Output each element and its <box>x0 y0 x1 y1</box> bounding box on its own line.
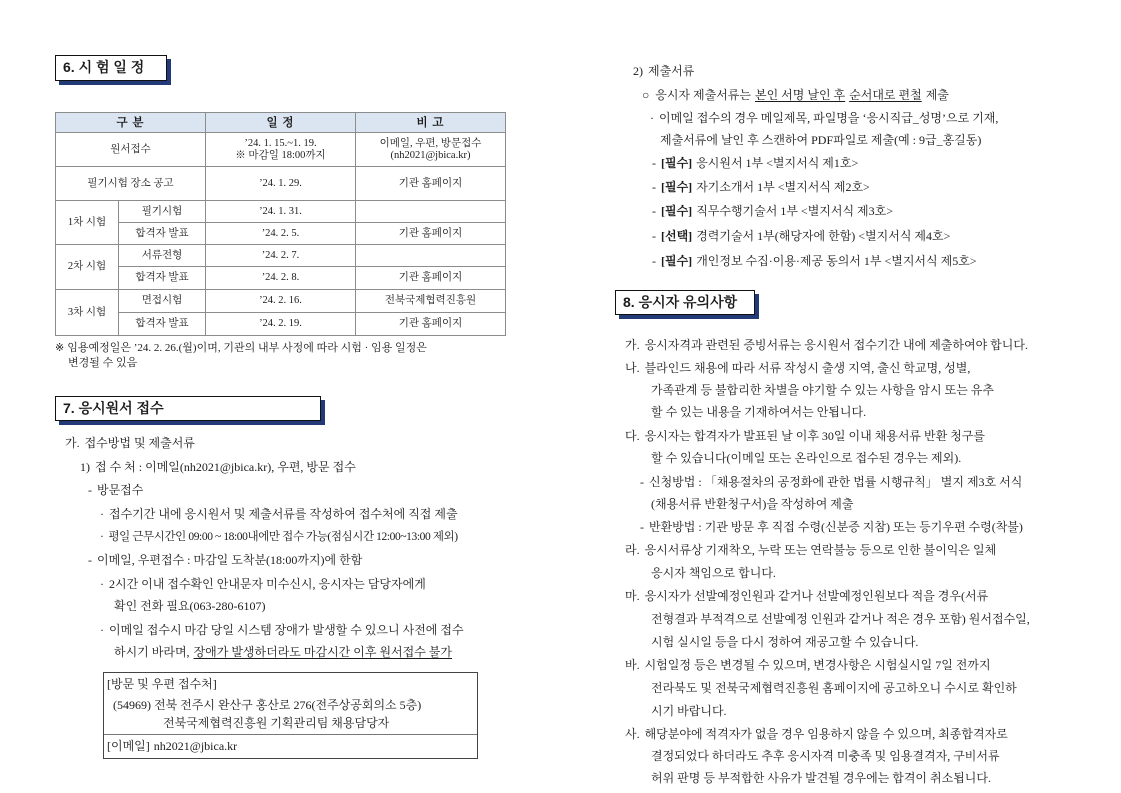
stage-name: 2차 시험 <box>56 245 119 290</box>
step-label: 합격자 발표 <box>119 313 206 336</box>
table-row <box>56 201 506 223</box>
email-address: nh2021@jbica.kr <box>153 739 238 753</box>
postal-address: (54969) 전북 전주시 완산구 홍산로 276(전주상공회의소 5층) <box>113 698 422 712</box>
bullet: · <box>100 623 104 637</box>
document-text: 응시원서 1부 <별지서식 제1호> <box>696 156 859 170</box>
table-row <box>56 290 506 313</box>
row-label: 원서접수 <box>56 133 206 167</box>
notice-item-continued: 가족관계 등 불합리한 차별을 야기할 수 있는 사항을 암시 또는 유추 <box>651 383 994 397</box>
item-marker: 마. <box>625 589 640 603</box>
required-document <box>652 203 893 219</box>
required-document <box>652 179 870 195</box>
section7-title: 7. 응시원서 접수 <box>55 396 321 421</box>
item-text: 시험일정 등은 변경될 수 있으며, 변경사항은 시험실시일 7일 전까지 <box>644 658 991 672</box>
notice-item <box>625 428 985 444</box>
row-schedule: ’24. 2. 19. <box>206 313 356 336</box>
item-text: 평일 근무시간인 09:00 ~ 18:00내에만 접수 가능(점심시간 12:00~13:00 제외) <box>108 531 458 543</box>
notice-item-continued: 응시자 책임으로 합니다. <box>651 566 776 580</box>
item-text: 이메일, 우편접수 : 마감일 도착분(18:00까지)에 한함 <box>97 553 363 567</box>
document-tag: [선택] <box>661 229 693 243</box>
item-marker: 2) <box>633 64 643 78</box>
item-text: 이메일 접수의 경우 메일제목, 파일명을 ‘응시직급_성명’으로 기재, <box>659 111 999 125</box>
item-marker: 라. <box>625 543 640 557</box>
table-row <box>56 245 506 267</box>
note-mark: ※ <box>55 342 65 354</box>
step-label: 필기시험 <box>119 201 206 223</box>
notice-item <box>625 588 988 604</box>
notice-item-continued: 허위 판명 등 부적합한 사유가 발견될 경우에는 합격이 취소됩니다. <box>651 771 991 785</box>
row-remark <box>356 245 506 267</box>
section8-title: 8. 응시자 유의사항 <box>615 290 755 315</box>
remark-methods: 이메일, 우편, 방문접수 <box>379 137 482 149</box>
step-label: 합격자 발표 <box>119 223 206 245</box>
notice-subitem <box>640 519 1023 535</box>
row-remark: 전북국제협력진흥원 <box>356 290 506 313</box>
header-category: 구 분 <box>56 113 206 133</box>
underlined-warning: 장애가 발생하더라도 마감시간 이후 원서접수 불가 <box>193 645 452 659</box>
bullet: · <box>100 531 104 543</box>
row-remark: 기관 홈페이지 <box>356 167 506 201</box>
item-text: 접수방법 및 제출서류 <box>84 436 195 450</box>
table-row <box>56 167 506 201</box>
notice-item <box>625 657 991 673</box>
step-label: 합격자 발표 <box>119 267 206 290</box>
stage-name: 1차 시험 <box>56 201 119 245</box>
required-document <box>652 253 977 269</box>
table-row <box>56 313 506 336</box>
item-text: 응시자격과 관련된 증빙서류는 응시원서 접수기간 내에 제출하여야 합니다. <box>644 338 1028 352</box>
bullet: - <box>652 156 656 170</box>
recipient: 전북국제협력진흥원 기획관리팀 채용담당자 <box>163 716 390 730</box>
visit-point <box>100 529 458 545</box>
notice-item-continued: 시기 바랍니다. <box>651 704 727 718</box>
row-remark <box>356 133 506 167</box>
notice-item <box>625 337 1028 353</box>
submission-rule <box>642 87 949 103</box>
item-marker: 나. <box>625 361 640 375</box>
notice-item-continued: 시험 실시일 등을 다시 정하여 재공고할 수 있습니다. <box>651 635 919 649</box>
exam-schedule-table <box>55 112 506 336</box>
submission-heading <box>633 63 694 79</box>
bullet: - <box>652 180 656 194</box>
mail-point <box>100 576 426 592</box>
notice-subitem-continued: (채용서류 반환청구서)을 작성하여 제출 <box>651 497 854 511</box>
row-schedule: ’24. 1. 31. <box>206 201 356 223</box>
underlined-text: 순서대로 편철 <box>849 88 922 102</box>
notice-item-continued: 결정되었다 하더라도 추후 응시자격 미충족 및 임용결격자, 구비서류 <box>651 749 1000 763</box>
item-text: 신청방법 : 「채용절차의 공정화에 관한 법률 시행규칙」 별지 제3호 서식 <box>649 475 1023 489</box>
bullet: · <box>100 507 104 521</box>
item-text: 이메일 접수시 마감 당일 시스템 장애가 발생할 수 있으니 사전에 접수 <box>109 623 464 637</box>
required-document <box>652 155 858 171</box>
item-marker: 바. <box>625 658 640 672</box>
row-remark: 기관 홈페이지 <box>356 313 506 336</box>
notice-item <box>625 542 996 558</box>
rule-text: 제출 <box>925 88 949 102</box>
notice-item-continued: 전형결과 부적격으로 선발예정 인원과 같거나 적은 경우 포함) 원서접수일, <box>651 612 1030 626</box>
document-tag: [필수] <box>661 156 693 170</box>
document-tag: [필수] <box>661 204 693 218</box>
bullet: - <box>640 520 644 534</box>
item-text: 제출서류 <box>648 64 695 78</box>
notice-item-continued: 전라북도 및 전북국제협력진흥원 홈페이지에 공고하오니 수시로 확인하 <box>651 681 1017 695</box>
remark-email: (nh2021@jbica.kr) <box>390 149 471 161</box>
address-box-label: [방문 및 우편 접수처] <box>107 677 217 691</box>
email-label: [이메일] <box>107 739 150 753</box>
bullet: - <box>652 254 656 268</box>
row-schedule: ’24. 2. 16. <box>206 290 356 313</box>
mail-heading <box>88 552 362 568</box>
document-tag: [필수] <box>661 180 693 194</box>
document-text: 직무수행기술서 1부 <별지서식 제3호> <box>696 204 894 218</box>
row-schedule: ’24. 2. 7. <box>206 245 356 267</box>
rule-text: 응시자 제출서류는 <box>655 88 751 102</box>
bullet: · <box>100 577 104 591</box>
row-remark: 기관 홈페이지 <box>356 223 506 245</box>
row-label: 필기시험 장소 공고 <box>56 167 206 201</box>
notice-subitem <box>640 474 1022 490</box>
item-text: 방문접수 <box>97 483 144 497</box>
document-text: 경력기술서 1부(해당자에 한함) <별지서식 제4호> <box>696 229 951 243</box>
circle-bullet: ○ <box>642 88 650 102</box>
row-remark <box>356 201 506 223</box>
header-remark: 비 고 <box>356 113 506 133</box>
item-text: 해당분야에 적격자가 없을 경우 임용하지 않을 수 있으며, 최종합격자로 <box>644 727 1008 741</box>
mail-point <box>100 622 464 638</box>
document-text: 개인정보 수집·이용·제공 동의서 1부 <별지서식 제5호> <box>696 254 977 268</box>
item-text: 반환방법 : 기관 방문 후 직접 수령(신분증 지참) 또는 등기우편 수령(착불) <box>649 520 1023 534</box>
mail-point-continued: 확인 전화 필요(063-280-6107) <box>114 599 266 613</box>
step-label: 서류전형 <box>119 245 206 267</box>
notice-item-continued: 할 수 있습니다(이메일 또는 온라인으로 접수된 경우는 제외). <box>651 451 962 465</box>
address-box <box>103 672 478 759</box>
item-marker: 가. <box>625 338 640 352</box>
bullet: - <box>652 229 656 243</box>
item-text: 접수기간 내에 응시원서 및 제출서류를 작성하여 접수처에 직접 제출 <box>109 507 458 521</box>
schedule-period: ’24. 1. 15.~1. 19. <box>244 137 317 149</box>
bullet: · <box>650 111 654 125</box>
item-marker: 1) <box>80 460 90 474</box>
item-marker: 다. <box>625 429 640 443</box>
item-marker: 사. <box>625 727 640 741</box>
schedule-note <box>55 341 427 355</box>
email-note-continued: 제출서류에 날인 후 스캔하여 PDF파일로 제출(예 : 9급_홍길동) <box>660 133 982 147</box>
item-text: 응시서류상 기재착오, 누락 또는 연락불능 등으로 인한 불이익은 일체 <box>644 543 997 557</box>
visit-point <box>100 506 458 522</box>
item-text: 2시간 이내 접수확인 안내문자 미수신시, 응시자는 담당자에게 <box>109 577 426 591</box>
item-text: 접 수 처 : 이메일(nh2021@jbica.kr), 우편, 방문 접수 <box>95 460 356 474</box>
document-tag: [필수] <box>661 254 693 268</box>
reception-line <box>80 459 356 475</box>
section6-title: 6. 시 험 일 정 <box>55 55 167 81</box>
document-text: 자기소개서 1부 <별지서식 제2호> <box>696 180 870 194</box>
row-schedule: ’24. 1. 29. <box>206 167 356 201</box>
row-remark: 기관 홈페이지 <box>356 267 506 290</box>
item-text: 블라인드 채용에 따라 서류 작성시 출생 지역, 출신 학교명, 성별, <box>644 361 971 375</box>
step-label: 면접시험 <box>119 290 206 313</box>
visit-heading <box>88 482 143 498</box>
note-line: 변경될 수 있음 <box>68 357 138 369</box>
header-schedule: 일 정 <box>206 113 356 133</box>
item-text: 응시자가 선발예정인원과 같거나 선발예정인원보다 적을 경우(서류 <box>644 589 989 603</box>
row-schedule: ’24. 2. 8. <box>206 267 356 290</box>
email-line <box>107 738 237 754</box>
bullet: - <box>88 553 92 567</box>
underlined-text: 본인 서명 날인 후 <box>755 88 846 102</box>
box-divider <box>104 734 477 735</box>
notice-item-continued: 할 수 있는 내용을 기재하여서는 안됩니다. <box>651 405 867 419</box>
optional-document <box>652 228 950 244</box>
table-row <box>56 133 506 167</box>
row-schedule: ’24. 2. 5. <box>206 223 356 245</box>
notice-item <box>625 360 970 376</box>
mail-point-continued <box>114 644 452 660</box>
section7-heading <box>65 435 195 451</box>
row-schedule <box>206 133 356 167</box>
item-text: 응시자는 합격자가 발표된 날 이후 30일 이내 채용서류 반환 청구를 <box>644 429 985 443</box>
stage-name: 3차 시험 <box>56 290 119 336</box>
bullet: - <box>88 483 92 497</box>
table-row <box>56 223 506 245</box>
table-row <box>56 267 506 290</box>
bullet: - <box>652 204 656 218</box>
notice-item <box>625 726 1008 742</box>
table-header-row <box>56 113 506 133</box>
email-note <box>650 110 998 126</box>
item-text: 하시기 바라며, <box>114 645 190 659</box>
schedule-deadline: ※ 마감일 18:00까지 <box>235 149 326 161</box>
item-marker: 가. <box>65 436 80 450</box>
note-line: 임용예정일은 ’24. 2. 26.(월)이며, 기관의 내부 사정에 따라 시험 · 임용 일정은 <box>67 342 427 354</box>
bullet: - <box>640 475 644 489</box>
